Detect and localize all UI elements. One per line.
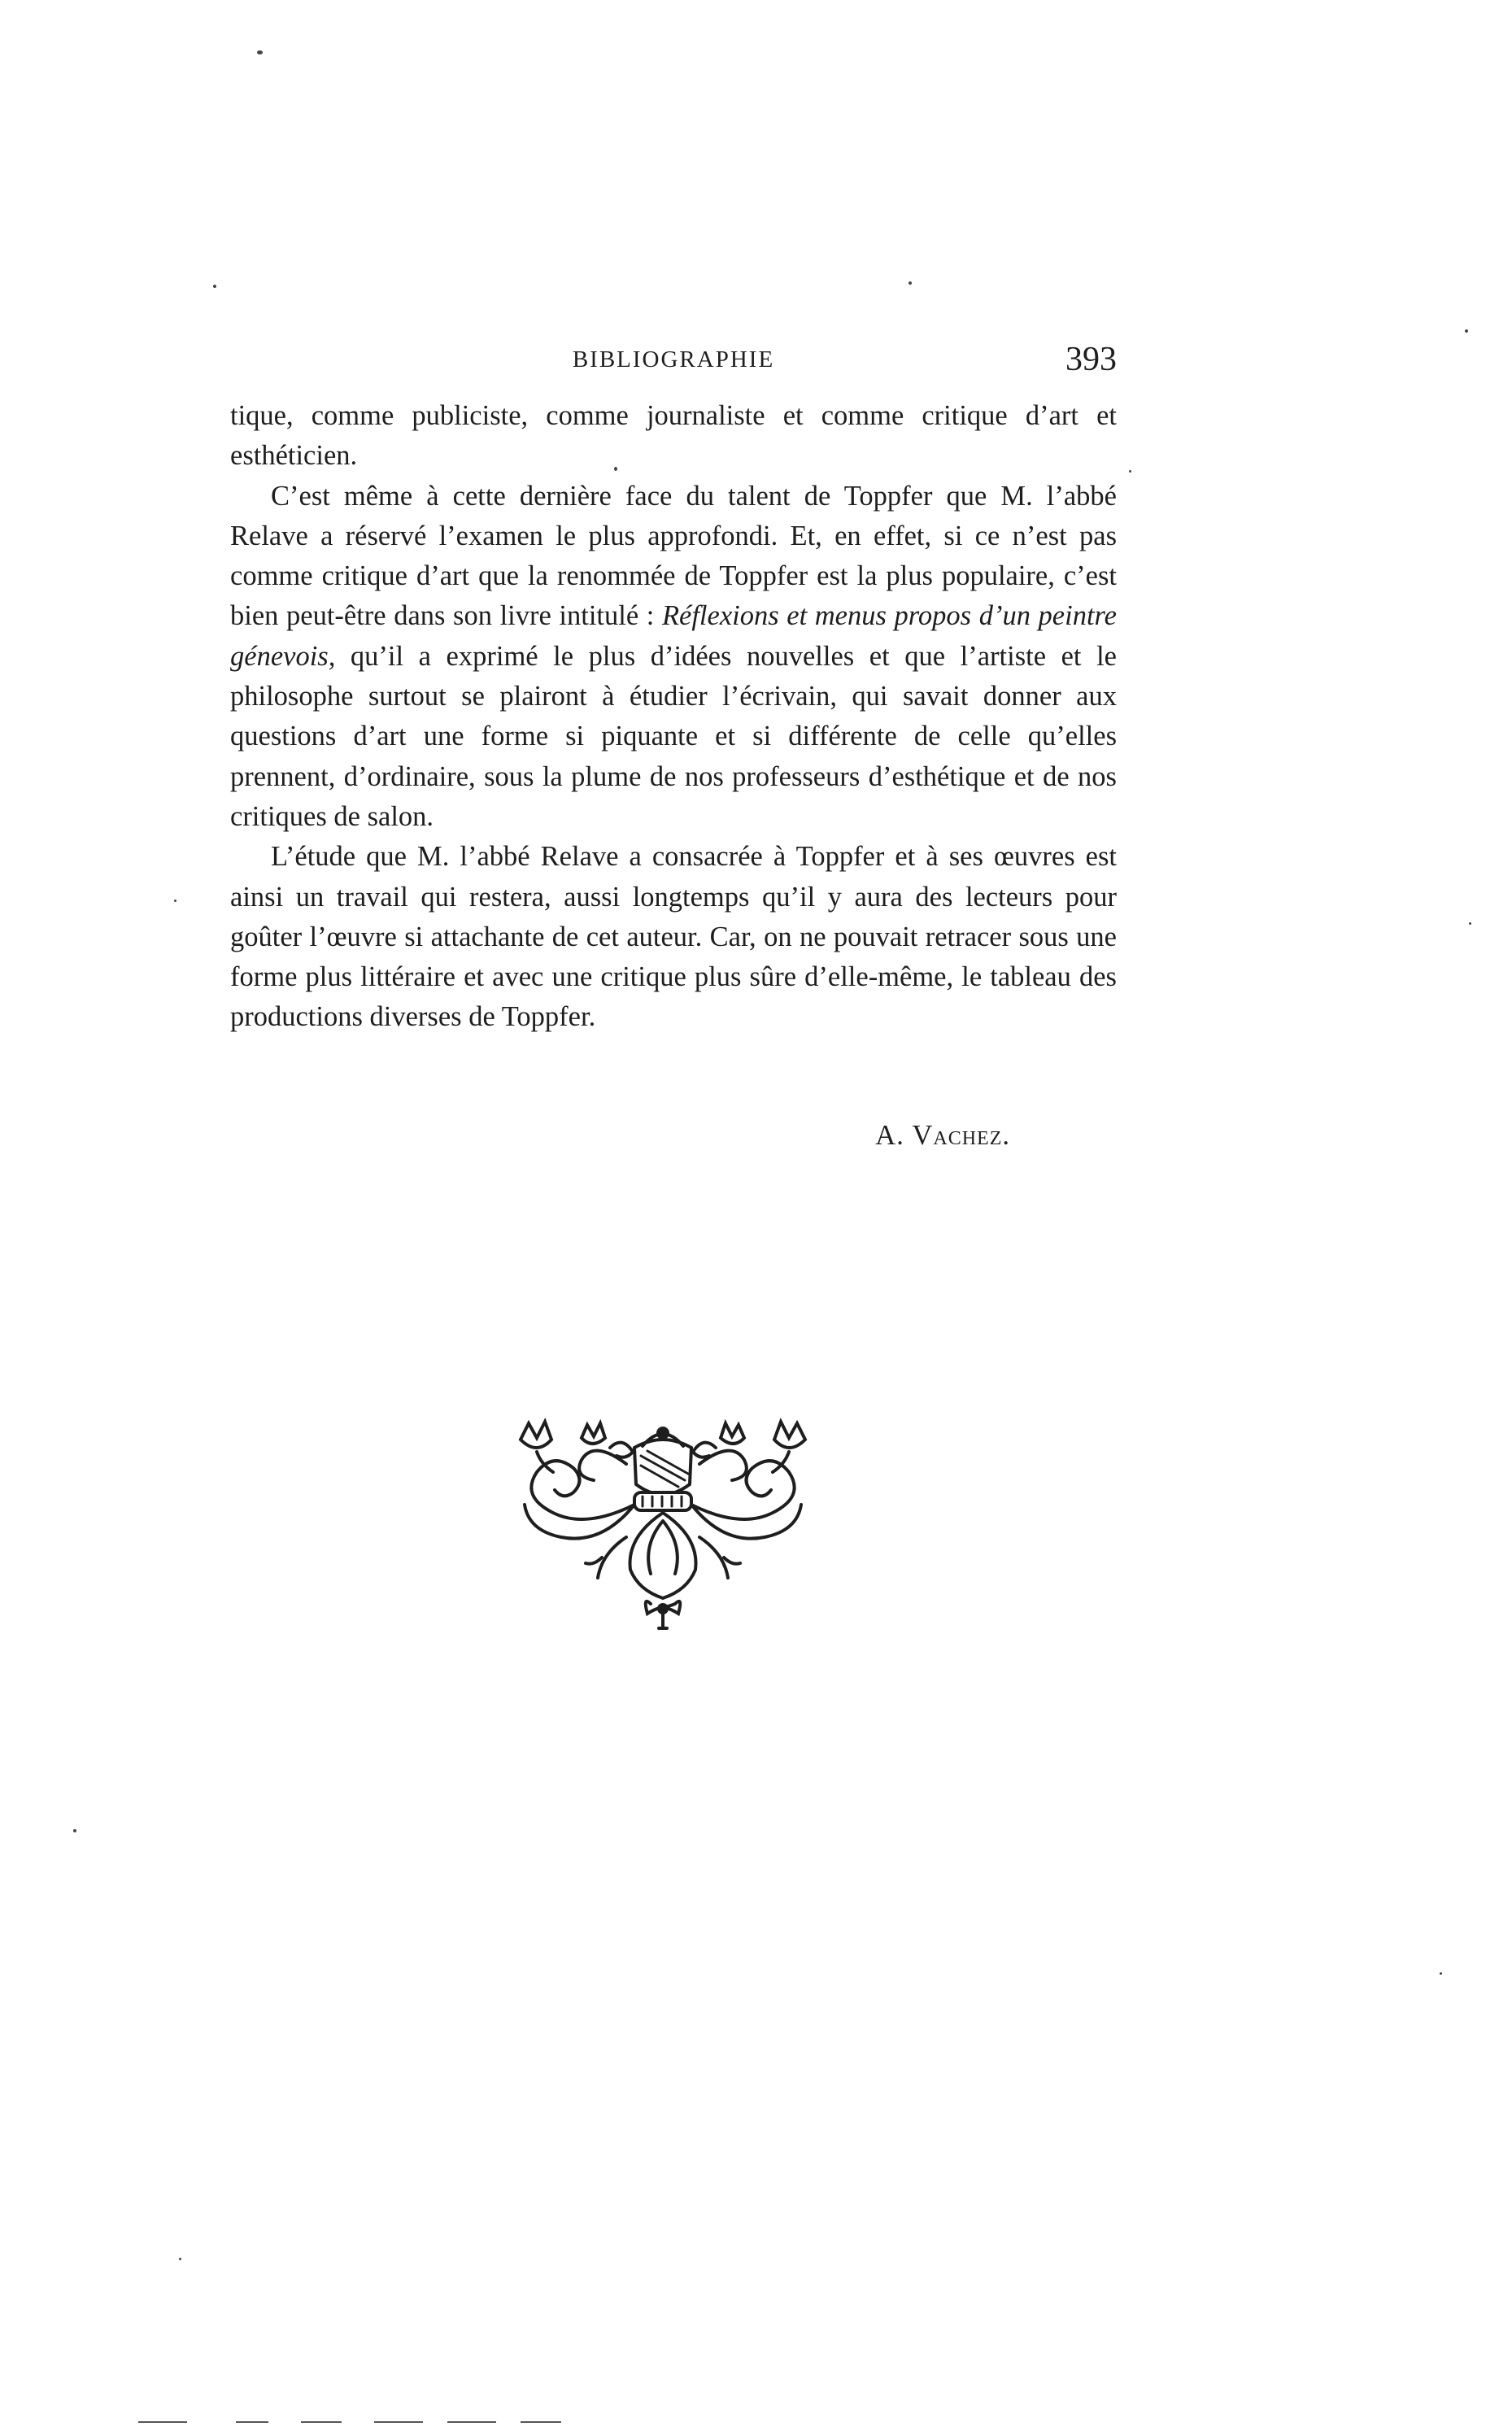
body-text (230, 396, 1117, 1038)
scan-speck (179, 2258, 181, 2260)
scan-speck (1465, 329, 1468, 333)
paragraph-2 (230, 477, 1117, 838)
scan-speck (213, 285, 216, 288)
scan-speck (909, 281, 912, 285)
scan-speck (614, 467, 617, 471)
author-signature (875, 1120, 1010, 1152)
running-title: BIBLIOGRAPHIE (572, 346, 775, 372)
paragraph-2-tail: qu’il a exprimé le plus d’idées nouvelles et que l’artiste et le philosophe surtout se plairont à étudier l’écrivain, qui savait donner aux questions d’art une forme si piquante et si différente de celle qu’elles prennent, d’ordinaire, sous la plume de nos professeurs d’esthétique et de nos critiques de salon. (230, 640, 1117, 832)
floral-tailpiece-ornament-icon (504, 1415, 821, 1635)
running-head (230, 340, 1117, 389)
scan-speck (257, 50, 263, 54)
paragraph-3: L’étude que M. l’abbé Relave a consacrée à Toppfer et à ses œuvres est ainsi un travail qui restera, aussi longtemps qu’il y aura des lecteurs pour goûter l’œuvre si attachante de cet auteur. Car, on ne pouvait retracer sous une forme plus littéraire et avec une critique plus sûre d’elle-même, le tableau des productions diverses de Toppfer. (230, 841, 1117, 1033)
paragraph-2-lead: C’est même à cette dernière face du talent de Toppfer que M. l’abbé Relave a réservé l’examen le plus approfondi. Et, en effet, si ce n’est pas comme critique d’art que la renommée de Toppfer est la plus populaire, c’est bien peut-être dans son livre intitulé : (230, 480, 1117, 632)
page-number: 393 (1065, 341, 1117, 378)
signature-surname: Vachez. (912, 1120, 1010, 1151)
paragraph-1: tique, comme publiciste, comme journaliste et comme critique d’art et esthéticien. (230, 400, 1117, 472)
scan-speck (1469, 922, 1471, 925)
scan-speck (73, 1829, 76, 1832)
scan-speck (174, 900, 176, 902)
book-title: Réflexions et menus propos d’un peintre génevois, (230, 600, 1117, 672)
signature-initial: A. (875, 1120, 904, 1151)
scan-speck (1440, 1972, 1442, 1975)
scan-edge-marks (138, 2420, 577, 2424)
scan-speck (1129, 470, 1131, 473)
